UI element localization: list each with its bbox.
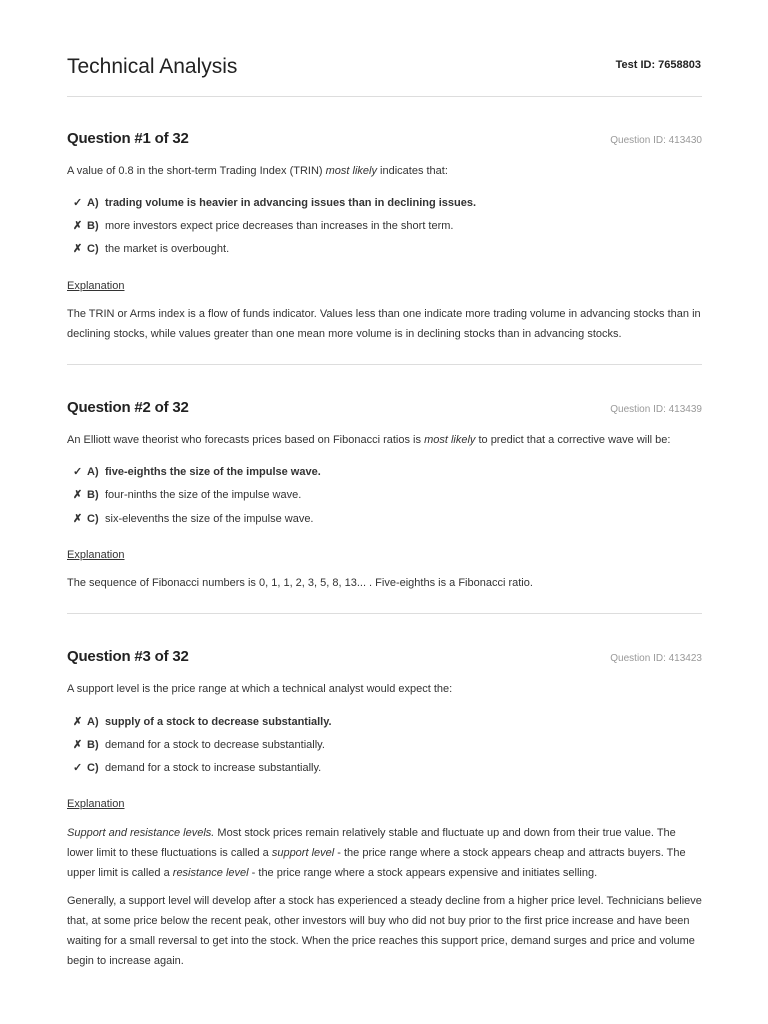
document-title: Technical Analysis (67, 55, 238, 78)
question-text: A value of 0.8 in the short-term Trading Index (TRIN) most likely indicates that: (67, 165, 448, 177)
explanation-label: Explanation (67, 798, 125, 810)
explanation-text: The TRIN or Arms index is a flow of funds indicator. Values less than one indicate more trading volume in advancing stocks than in declining stocks, while values greater than one mean more volume is in declining stocks than in advancing stocks. (67, 308, 701, 340)
option-b: ✗ B) demand for a stock to decrease substantially. (73, 739, 325, 751)
question-id: Question ID: 413430 (610, 135, 702, 146)
incorrect-x-icon: ✗ (73, 220, 83, 232)
explanation-text: The sequence of Fibonacci numbers is 0, 1, 1, 2, 3, 5, 8, 13... . Five-eighths is a Fibonacci ratio. (67, 577, 533, 589)
option-c: ✓ C) demand for a stock to increase substantially. (73, 762, 322, 774)
option-a: ✓ A) five-eighths the size of the impulse wave. (73, 466, 321, 478)
question-title: Question #1 of 32 (67, 130, 189, 147)
correct-check-icon: ✓ (73, 762, 83, 774)
question-title: Question #3 of 32 (67, 648, 189, 665)
option-a: ✓ A) trading volume is heavier in advancing issues than in declining issues. (73, 197, 477, 209)
option-a: ✗ A) supply of a stock to decrease substantially. (73, 716, 332, 728)
question-divider (67, 613, 702, 614)
question-id: Question ID: 413423 (610, 653, 702, 664)
explanation-paragraph-1: Support and resistance levels. Most stock prices remain relatively stable and fluctuate up and down from their true value. The lower limit to these fluctuations is called a support level - the price range where a stock appears cheap and attracts buyers. The upper limit is called a resistance level - the price range where a stock appears expensive and initiates selling. (67, 827, 686, 879)
correct-check-icon: ✓ (73, 197, 83, 209)
explanation-label: Explanation (67, 549, 125, 561)
explanation-label: Explanation (67, 280, 125, 292)
option-b: ✗ B) more investors expect price decreases than increases in the short term. (73, 220, 454, 232)
explanation-paragraph-2: Generally, a support level will develop after a stock has experienced a steady decline from a higher price level. Technicians believe that, at some price below the recent peak, other investors will buy who did not buy prior to the first price increase and have been waiting for a small reversal to get into the stock. When the price reaches this support price, demand surges and price and volume begin to increase again. (67, 895, 702, 967)
option-b: ✗ B) four-ninths the size of the impulse wave. (73, 489, 302, 501)
option-c: ✗ C) six-elevenths the size of the impulse wave. (73, 513, 314, 525)
question-text: A support level is the price range at which a technical analyst would expect the: (67, 683, 453, 695)
incorrect-x-icon: ✗ (73, 739, 83, 751)
incorrect-x-icon: ✗ (73, 243, 83, 255)
option-c: ✗ C) the market is overbought. (73, 243, 230, 255)
question-id: Question ID: 413439 (610, 404, 702, 415)
question-divider (67, 364, 702, 365)
question-title: Question #2 of 32 (67, 399, 189, 416)
document-header (67, 52, 702, 97)
correct-check-icon: ✓ (73, 466, 83, 478)
question-text: An Elliott wave theorist who forecasts prices based on Fibonacci ratios is most likely to predict that a corrective wave will be: (67, 434, 671, 446)
incorrect-x-icon: ✗ (73, 513, 83, 525)
test-id: Test ID: 7658803 (615, 59, 701, 71)
incorrect-x-icon: ✗ (73, 716, 83, 728)
incorrect-x-icon: ✗ (73, 489, 83, 501)
